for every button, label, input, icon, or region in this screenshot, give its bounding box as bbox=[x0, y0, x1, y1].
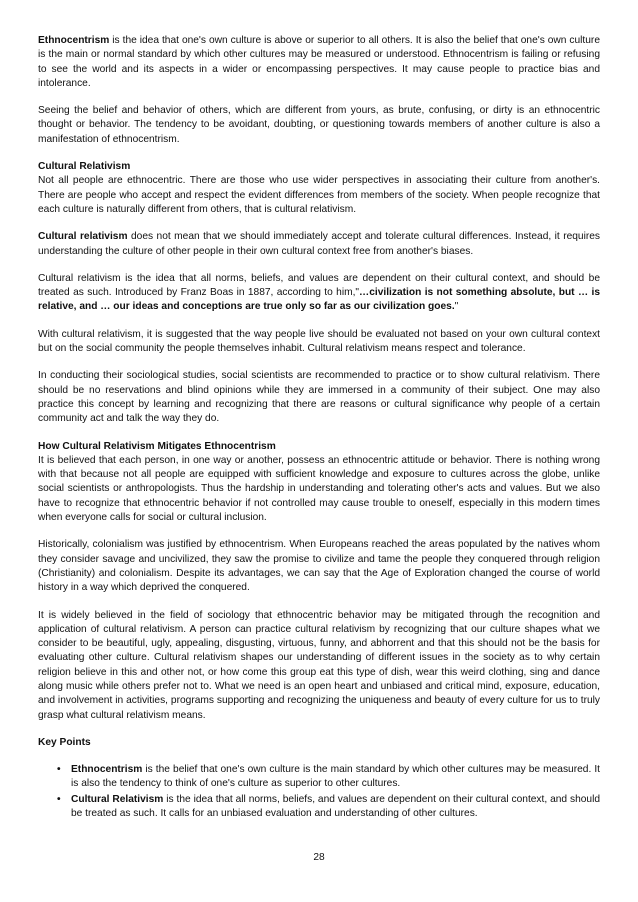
key-point-text: is the idea that all norms, beliefs, and values are dependent on their cultural context, and should be treated as such. It calls for an unbiased evaluation and understanding of other cultures. bbox=[71, 793, 601, 820]
section-mitigates-ethnocentrism bbox=[38, 440, 600, 526]
list-item bbox=[57, 763, 600, 792]
document-body bbox=[38, 34, 600, 822]
term-cultural-relativism: Cultural relativism bbox=[38, 231, 128, 243]
paragraph-text: is the idea that one's own culture is above or superior to all others. It is also the belief that one's own culture is the main or normal standard by which other cultures may be measured or understood. Ethnocentrism is failing or refusing to see the world and its aspects in a wider or encompassing perspectives. It may cause people to practice bias and intolerance. bbox=[38, 35, 600, 89]
paragraph-respect-tolerance: With cultural relativism, it is suggested that the way people live should be evaluated not based on your own cultural context but on the social community the people themselves inhabit. Cultural relativism means respect and tolerance. bbox=[38, 328, 600, 355]
key-point-text: is the belief that one's own culture is the main standard by which other cultures may be measured. It is also the tendency to think of one's culture as superior to other cultures. bbox=[71, 764, 600, 790]
paragraph-sociology-mitigation: It is widely believed in the field of sociology that ethnocentric behavior may be mitigated through the recognition and application of cultural relativism. A person can practice cultural relativism by recognizing that our culture shapes what we consider to be beautiful, ugly, appealing, disgusting, virtuous, funny, and abhorrent and that this should not be the basis for evaluating other culture. Cultural relativism shapes our understanding of different issues in the society as to why certain religion believe in this and other not, or how come this group eat this type of dish, wear this weird clothing, sing and dance along music while others prefer not to. What we need is an open heart and unbiased and critical mind, exposure, education, and involvement in activities, programs supporting and recognizing the uniqueness and beauty of every culture for us to truly grasp what cultural relativism means. bbox=[38, 609, 600, 721]
section-heading-mitigates: How Cultural Relativism Mitigates Ethnocentrism bbox=[38, 440, 276, 452]
section-cultural-relativism-text: Not all people are ethnocentric. There are those who use wider perspectives in associating their culture from another's. There are people who accept and respect the evident differences from members of the society. When people recognize that each culture is naturally different from others, that is cultural relativism. bbox=[38, 175, 600, 215]
paragraph-text: does not mean that we should immediately accept and tolerate cultural differences. Instead, it requires understanding the culture of other people in their own cultural context free from another's biases. bbox=[38, 231, 601, 257]
paragraph-text: Cultural relativism is the idea that all norms, beliefs, and values are dependent on their cultural context, and should be treated as such. Introduced by Franz Boas in 1887, according to him," bbox=[38, 272, 600, 299]
key-points-list bbox=[38, 763, 600, 821]
boas-quote: …civilization is not something absolute, but … is relative, and … our ideas and conceptions are true only so far as our civilization goes. bbox=[38, 287, 601, 313]
section-heading-cultural-relativism: Cultural Relativism bbox=[38, 161, 131, 173]
page-number: 28 bbox=[313, 852, 325, 863]
paragraph-cultural-relativism-meaning bbox=[38, 230, 600, 259]
key-point-term: Cultural Relativism bbox=[71, 793, 164, 805]
list-item bbox=[57, 793, 601, 822]
bullet-icon: • bbox=[57, 793, 61, 805]
section-cultural-relativism bbox=[38, 160, 600, 217]
key-points-heading: Key Points bbox=[38, 736, 91, 748]
paragraph-ethnocentric-behavior: Seeing the belief and behavior of others, which are different from yours, as brute, confusing, or dirty is an ethnocentric thought or behavior. The tendency to be avoidant, doubting, or questioning towards members of another culture is also a manifestation of ethnocentrism. bbox=[38, 105, 600, 145]
paragraph-colonialism: Historically, colonialism was justified by ethnocentrism. When Europeans reached the areas populated by the natives whom they consider savage and uncivilized, they saw the promise to civilize and tame the people they conquered through religion (Christianity) and colonialism. Despite its advantages, we can say that the Age of Exploration changed the course of world history in a way which deprived the conquered. bbox=[38, 539, 600, 594]
section-mitigates-text: It is believed that each person, in one way or another, possess an ethnocentric attitude or behavior. There is nothing wrong with that because not all people are equipped with sufficient knowledge and exposure to cultures across the globe, unlike social scientists or anthropologists. Thus the hardship in understanding and tolerating other's acts and values. But we also have to recognize that ethnocentric behavior if not controlled may cause trouble to oneself, especially in this modern times when everyone calls for social or cultural inclusion. bbox=[38, 454, 600, 524]
paragraph-social-scientists: In conducting their sociological studies, social scientists are recommended to practice or to show cultural relativism. There should be no reservations and blind opinions while they are immersed in a community of their subject. One may also practice this concept by learning and recognizing that there are reasons or cultural significance why people of a certain community act and talk the way they do. bbox=[38, 370, 600, 425]
paragraph-ethnocentrism-definition bbox=[38, 34, 600, 91]
paragraph-franz-boas bbox=[38, 272, 600, 315]
quote-end: " bbox=[454, 301, 459, 313]
key-point-term: Ethnocentrism bbox=[71, 764, 143, 776]
bullet-icon: • bbox=[57, 764, 61, 776]
term-ethnocentrism: Ethnocentrism bbox=[38, 35, 110, 46]
key-points-section bbox=[38, 736, 600, 821]
